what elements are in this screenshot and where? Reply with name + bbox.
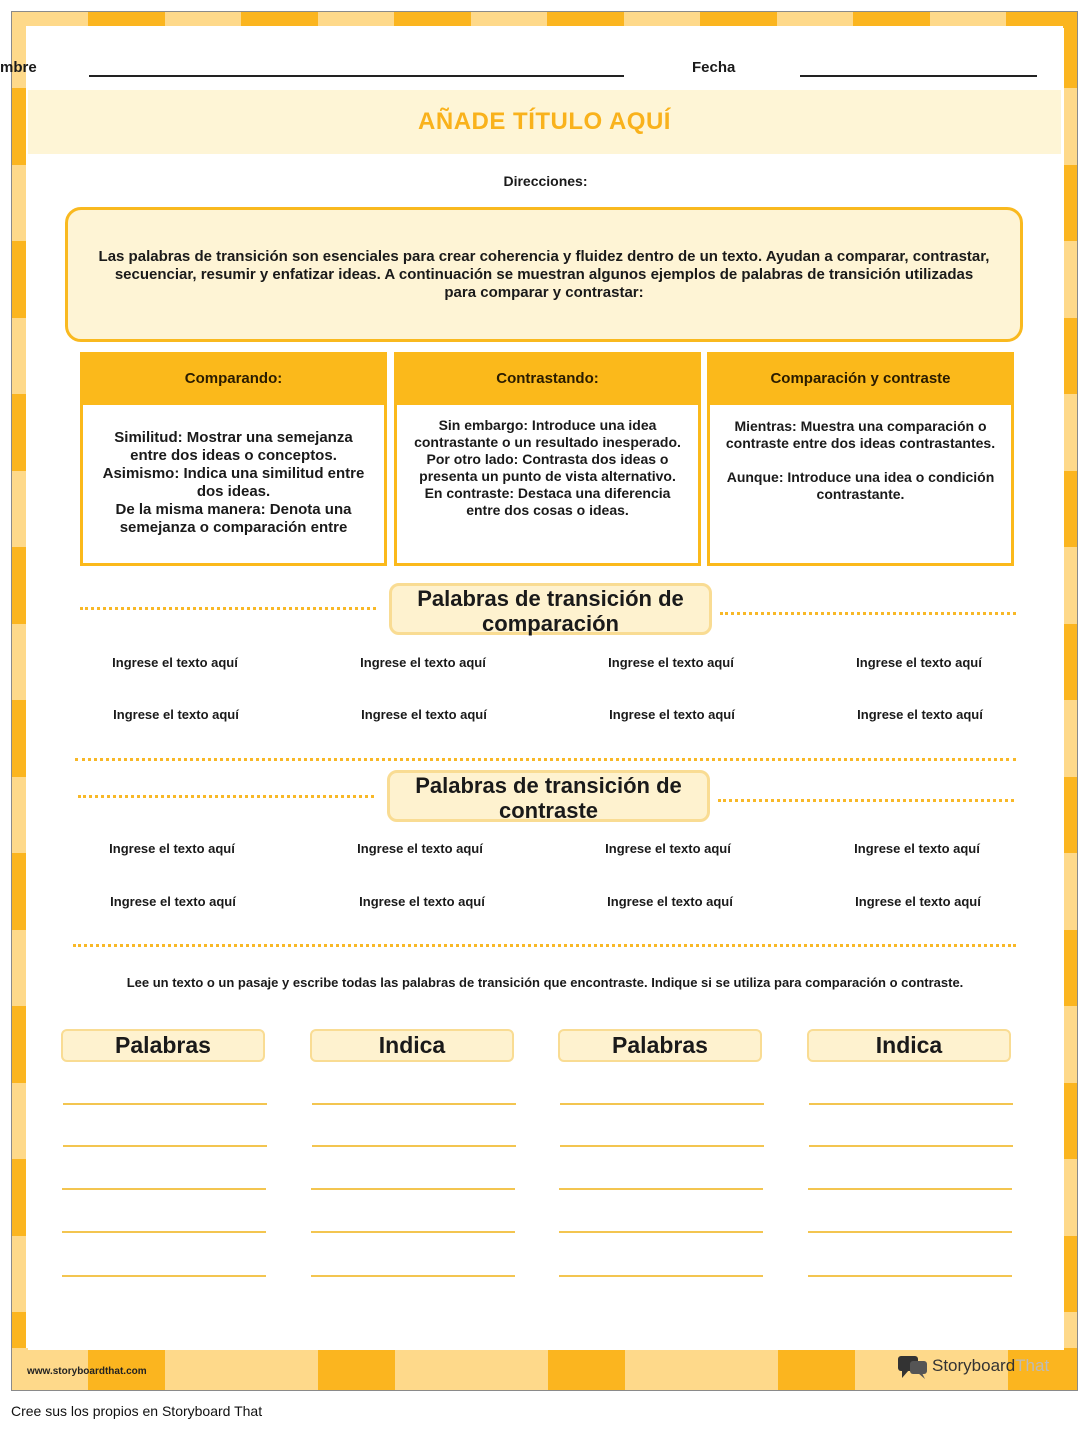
right-stripes (1063, 12, 1077, 1390)
writing-line[interactable] (559, 1231, 763, 1233)
writing-line[interactable] (311, 1188, 515, 1190)
text-cell[interactable]: Ingrese el texto aquí (605, 841, 731, 856)
directions-box (65, 207, 1023, 342)
writing-line[interactable] (312, 1103, 516, 1105)
storyboard-logo-icon (897, 1354, 929, 1380)
writing-line[interactable] (559, 1275, 763, 1277)
footer-url[interactable]: www.storyboardthat.com (27, 1366, 147, 1377)
dotted-divider (75, 758, 1016, 761)
writing-line[interactable] (809, 1103, 1013, 1105)
table-header[interactable]: Palabras (61, 1029, 265, 1062)
text-cell[interactable]: Ingrese el texto aquí (854, 841, 980, 856)
writing-line[interactable] (63, 1103, 267, 1105)
text-cell[interactable]: Ingrese el texto aquí (609, 707, 735, 722)
page-title[interactable]: AÑADE TÍTULO AQUÍ (418, 108, 671, 135)
writing-line[interactable] (62, 1231, 266, 1233)
writing-line[interactable] (808, 1188, 1012, 1190)
directions-text[interactable]: Las palabras de transición son esenciales para crear coherencia y fluidez dentro de un texto. Ayudan a comparar, contrastar, secuenciar, resumir y enfatizar ideas. A continuación se muestran algunos ejemplos de palabras de transición utilizadas para comparar y contrastar: (98, 248, 990, 301)
table-header[interactable]: Indica (807, 1029, 1011, 1062)
text-cell[interactable]: Ingrese el texto aquí (359, 894, 485, 909)
date-label: Fecha (692, 59, 736, 76)
instruction-text[interactable]: Lee un texto o un pasaje y escribe todas las palabras de transición que encontraste. Indique si se utiliza para comparación o contraste. (126, 975, 964, 990)
text-cell[interactable]: Ingrese el texto aquí (110, 894, 236, 909)
text-cell[interactable]: Ingrese el texto aquí (855, 894, 981, 909)
column-text[interactable]: Similitud: Mostrar una semejanza entre dos ideas o conceptos. Asimismo: Indica una similitud entre dos ideas. De la misma manera: Denota una semejanza o comparación entre (102, 429, 365, 536)
writing-line[interactable] (560, 1145, 764, 1147)
dotted-divider (718, 799, 1014, 802)
table-header[interactable]: Indica (310, 1029, 514, 1062)
name-line[interactable] (89, 75, 624, 77)
dotted-divider (720, 612, 1016, 615)
writing-line[interactable] (63, 1145, 267, 1147)
column-body (83, 405, 384, 563)
dotted-divider (78, 795, 374, 798)
text-cell[interactable]: Ingrese el texto aquí (109, 841, 235, 856)
text-cell[interactable]: Ingrese el texto aquí (857, 707, 983, 722)
table-header[interactable]: Palabras (558, 1029, 762, 1062)
column-heading: Comparación y contraste (770, 370, 951, 387)
column-compare-contrast (707, 352, 1014, 566)
column-body (397, 405, 698, 563)
section-title-comparison[interactable]: Palabras de transición de comparación (389, 583, 712, 635)
dotted-divider (73, 944, 1016, 947)
column-text[interactable]: Mientras: Muestra una comparación o contraste entre dos ideas contrastantes. Aunque: Introduce una idea o condición contrastante. (725, 418, 996, 502)
storyboard-brand[interactable]: StoryboardThat (932, 1356, 1050, 1375)
directions-label: Direcciones: (503, 173, 588, 189)
text-cell[interactable]: Ingrese el texto aquí (607, 894, 733, 909)
writing-line[interactable] (809, 1145, 1013, 1147)
section-title-contrast[interactable]: Palabras de transición de contraste (387, 770, 710, 822)
name-label: mbre (0, 59, 37, 76)
column-comparing (80, 352, 387, 566)
column-heading: Contrastando: (496, 370, 599, 387)
writing-line[interactable] (62, 1275, 266, 1277)
text-cell[interactable]: Ingrese el texto aquí (856, 655, 982, 670)
text-cell[interactable]: Ingrese el texto aquí (361, 707, 487, 722)
column-heading: Comparando: (184, 370, 283, 387)
text-cell[interactable]: Ingrese el texto aquí (608, 655, 734, 670)
column-text[interactable]: Sin embargo: Introduce una idea contrastante o un resultado inesperado. Por otro lado: Contrasta dos ideas o presenta un punto de vista alternativo. En contraste: Destaca una diferencia entre dos cosas o ideas. (414, 417, 681, 518)
writing-line[interactable] (311, 1275, 515, 1277)
writing-line[interactable] (311, 1231, 515, 1233)
text-cell[interactable]: Ingrese el texto aquí (112, 655, 238, 670)
writing-line[interactable] (62, 1188, 266, 1190)
column-body (710, 405, 1011, 563)
writing-line[interactable] (312, 1145, 516, 1147)
text-cell[interactable]: Ingrese el texto aquí (360, 655, 486, 670)
text-cell[interactable]: Ingrese el texto aquí (113, 707, 239, 722)
writing-line[interactable] (560, 1103, 764, 1105)
column-contrasting (394, 352, 701, 566)
title-band (28, 90, 1061, 154)
date-line[interactable] (800, 75, 1037, 77)
text-cell[interactable]: Ingrese el texto aquí (357, 841, 483, 856)
writing-line[interactable] (808, 1275, 1012, 1277)
credit-link[interactable]: Cree sus los propios en Storyboard That (11, 1403, 263, 1419)
dotted-divider (80, 607, 376, 610)
writing-line[interactable] (559, 1188, 763, 1190)
writing-line[interactable] (808, 1231, 1012, 1233)
